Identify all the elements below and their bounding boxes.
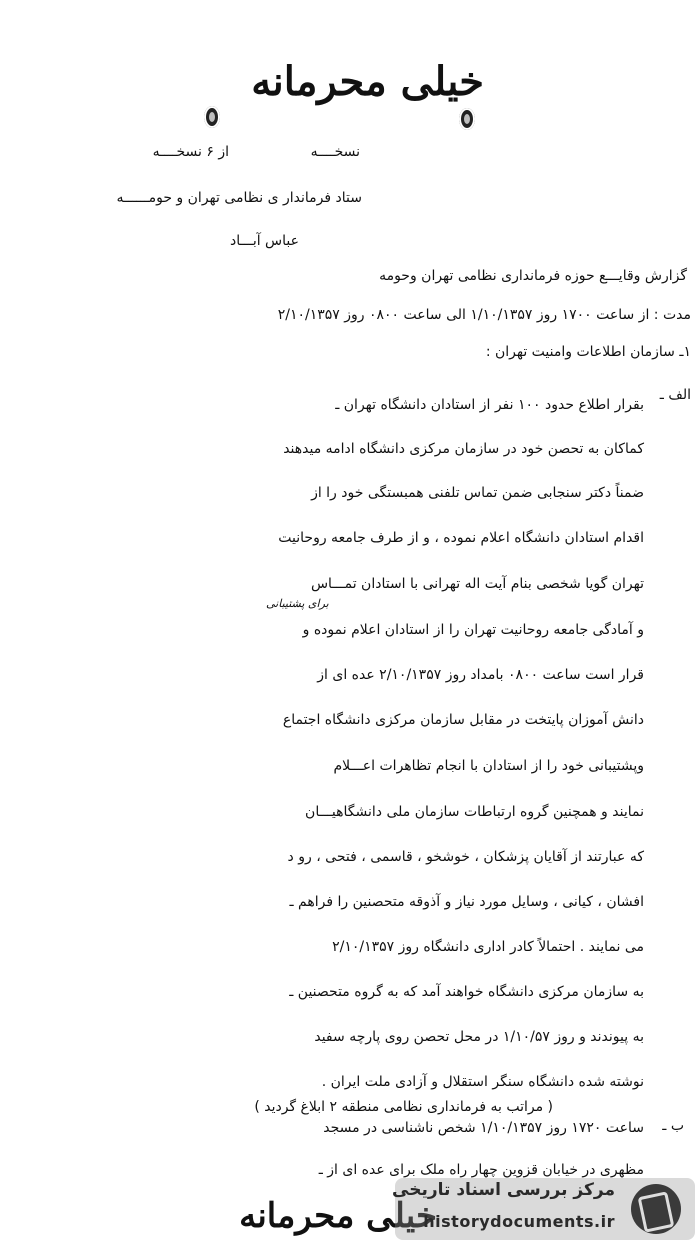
footer-classification: خیلی محرمانه [239, 1196, 437, 1236]
seal-stamp [459, 108, 475, 130]
seal-stamp [204, 106, 220, 128]
body-line: نمایند و همچنین گروه ارتباطات سازمان ملی دانشگاهیـــان [305, 804, 644, 820]
body-line: بقرار اطلاع حدود ۱۰۰ نفر از استادان دانشگاه تهران ـ [335, 397, 644, 413]
item-b-label: ب ـ [662, 1118, 684, 1134]
city: عباس آبـــاد [230, 233, 299, 249]
body-line: که عبارتند از آقایان پزشکان ، خوشخو ، قاسمی ، فتحی ، رو د [287, 849, 644, 865]
body-line: دانش آموزان پایتخت در مقابل سازمان مرکزی دانشگاه اجتماع [282, 712, 644, 728]
copy-number: نسخــــه [310, 144, 360, 160]
copies-total: از ۶ نسخــــه [152, 144, 229, 160]
body-line: اقدام استادان دانشگاه اعلام نموده ، و از طرف جامعه روحانیت [278, 530, 644, 546]
body-line: ضمناً دکتر سنجابی ضمن تماس تلفنی همبستگی خود را از [311, 485, 644, 501]
item-a-label: الف ـ [659, 387, 691, 403]
report-period: مدت : از ساعت ۱۷۰۰ روز ۱/۱۰/۱۳۵۷ الی ساعت ۰۸۰۰ روز ۲/۱۰/۱۳۵۷ [277, 307, 691, 323]
body-line: و آمادگی جامعه روحانیت تهران را از استادان اعلام نموده و [302, 622, 644, 638]
report-subject: گزارش وقایـــع حوزه فرمانداری نظامی تهران وحومه [379, 268, 687, 284]
watermark-url: historydocuments.ir [423, 1212, 615, 1231]
body-line: مظهری در خیابان قزوین چهار راه ملک برای عده ای از ـ [318, 1162, 644, 1178]
body-line: ( مراتب به فرمانداری نظامی منطقه ۲ ابلاغ گردید ) [254, 1099, 553, 1115]
page-title: خیلی محرمانه [251, 58, 484, 105]
handwritten-note: برای پشتیبانی [266, 597, 329, 610]
body-line: قرار است ساعت ۰۸۰۰ بامداد روز ۲/۱۰/۱۳۵۷ عده ای از [317, 667, 644, 683]
body-line: نوشته شده دانشگاه سنگر استقلال و آزادی ملت ایران . [321, 1074, 644, 1090]
body-line: تهران گویا شخصی بنام آیت اله تهرانی با استادان تمـــاس [310, 576, 644, 592]
body-line: به پیوندند و روز ۱/۱۰/۵۷ در محل تحصن روی پارچه سفید [314, 1029, 644, 1045]
watermark-title: مرکز بررسی اسناد تاریخی [392, 1180, 615, 1200]
body-line: افشان ، کیانی ، وسایل مورد نیاز و آذوقه متحصنین را فراهم ـ [289, 894, 644, 910]
body-line: کماکان به تحصن خود در سازمان مرکزی دانشگاه ادامه میدهند [283, 441, 644, 457]
addressee: ستاد فرماندار ی نظامی تهران و حومــــــه [116, 190, 362, 206]
archive-logo-icon [631, 1184, 681, 1234]
body-line: وپشتیبانی خود را از استادان با انجام تظاهرات اعـــلام [333, 758, 644, 774]
body-line: می نمایند . احتمالاً کادر اداری دانشگاه روز ۲/۱۰/۱۳۵۷ [332, 939, 644, 955]
body-line: ساعت ۱۷۲۰ روز ۱/۱۰/۱۳۵۷ شخص ناشناسی در مسجد [323, 1120, 644, 1136]
body-line: به سازمان مرکزی دانشگاه خواهند آمد که به گروه متحصنین ـ [289, 984, 644, 1000]
section-heading: ۱ـ سازمان اطلاعات وامنیت تهران : [485, 344, 691, 360]
